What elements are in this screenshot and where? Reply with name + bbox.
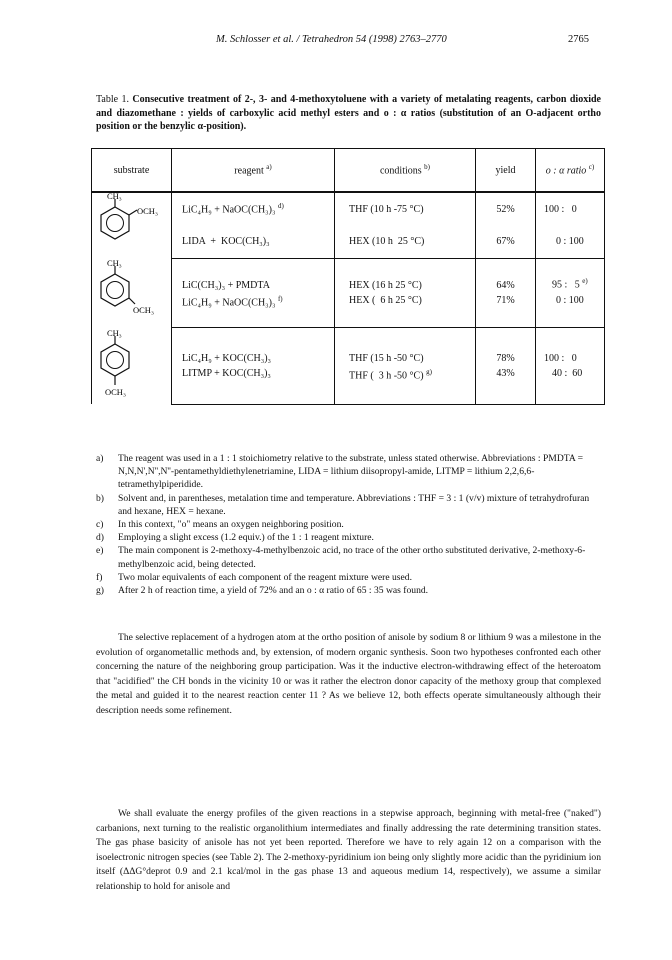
reagent-cell: LiC₄H₉ + NaOC(CH₃)₃ $^{f)}$ — [172, 291, 335, 328]
conditions-cell: HEX ( 6 h 25 °C) — [335, 291, 476, 328]
och3-label: OCH₃ — [132, 305, 154, 315]
footnote-a: a) The reagent was used in a 1 : 1 stoichiometry relative to the substrate, unless stated otherwise. Abbreviations : PMDTA = N,N,N',N'',N''-pentamethyldiethylenetriamine, LIDA = lithium diisopropyl-amide, LITMP = lithium 2,2,6,6-tetramethylpiperidide. — [96, 453, 584, 491]
ratio-cell: 0 : 100 — [536, 291, 605, 328]
header-ratio-mark: c) — [588, 163, 595, 172]
header-reagent: reagent $^{a)}$ — [172, 149, 335, 193]
table-footnotes — [96, 452, 601, 597]
yield-cell: 67% — [476, 225, 536, 258]
ratio-cell: 100 : 0 — [536, 327, 605, 364]
och3-label: OCH₃ — [136, 206, 158, 216]
ratio-cell: 100 : 0 — [536, 192, 605, 225]
header-substrate: substrate — [92, 149, 172, 193]
molecule-2-methoxytoluene-icon — [93, 193, 171, 255]
ch3-label: CH₃ — [106, 193, 122, 201]
footnote-b: b) Solvent and, in parentheses, metalation time and temperature. Abbreviations : THF = 3 : 1 (v/v) mixture of tetrahydrofuran and hexane, HEX = hexane. — [96, 492, 590, 517]
table-row — [92, 258, 605, 291]
reagent-cell: LiC₄H₉ + KOC(CH₃)₃ — [172, 327, 335, 364]
substrate-2-methoxytoluene — [92, 192, 172, 258]
table-caption-text: Consecutive treatment of 2-, 3- and 4-methoxytoluene with a variety of metalating reagents, carbon dioxide and diazomethane : yields of carboxylic acid methyl esters and o : α ratios (substitution of an O-adjacent ortho position or the benzylic α-position). — [96, 94, 601, 132]
table-row — [92, 192, 605, 225]
footnote-e: e) The main component is 2-methoxy-4-methylbenzoic acid, no trace of the other ortho substituted derivative, 2-methoxy-6-methylbenzoic acid, being detected. — [96, 545, 586, 570]
substrate-4-methoxytoluene — [92, 327, 172, 404]
header-reagent-mark: a) — [266, 163, 272, 172]
reagent-cell: LIDA + KOC(CH₃)₃ — [172, 225, 335, 258]
yield-cell: 71% — [476, 291, 536, 328]
ch3-label: CH₃ — [106, 258, 122, 268]
molecule-4-methoxytoluene-icon — [93, 327, 171, 401]
reagent-cell: LiC₄H₉ + NaOC(CH₃)₃ $^{d)}$ — [172, 192, 335, 225]
conditions-cell: THF (10 h -75 °C) — [335, 192, 476, 225]
conditions-cell: HEX (16 h 25 °C) — [335, 258, 476, 291]
conditions-cell: THF (15 h -50 °C) — [335, 327, 476, 364]
ratio-cell: 40 : 60 — [536, 364, 605, 405]
och3-label: OCH₃ — [104, 387, 126, 397]
ch3-label: CH₃ — [106, 328, 122, 338]
header-ratio: o : α ratio $^{c)}$ — [536, 149, 605, 193]
conditions-cell: THF ( 3 h -50 °C) $^{g)}$ — [335, 364, 476, 405]
table-row — [92, 327, 605, 364]
table-caption — [96, 93, 601, 134]
molecule-3-methoxytoluene-icon — [93, 258, 171, 324]
body-paragraph-1: The selective replacement of a hydrogen atom at the ortho position of anisole by sodium 8 or lithium 9 was a milestone in the evolution of organometallic methods and, by extension, of modern organic synthesis. Soon two hypotheses confronted each other concerning the nature of the neighboring group participation. Was it the inductive electron-withdrawing effect of the heteroatom that "acidified" the CH bonds in the vicinity 10 or was it rather the electron donor capacity of the methoxy group that complexed the metal and guided it to the nearest reaction center 11 ? As we believe 12, both effects operate simultaneously although their description needs some refinement. — [96, 632, 601, 716]
table-caption-label: Table 1. — [96, 94, 129, 105]
page-number: 2765 — [568, 34, 589, 45]
yield-cell: 78% — [476, 327, 536, 364]
header-conditions: conditions $^{b)}$ — [335, 149, 476, 193]
reagent-cell: LITMP + KOC(CH₃)₃ — [172, 364, 335, 405]
footnote-c: c) In this context, "o" means an oxygen neighboring position. — [96, 519, 344, 531]
yield-cell: 52% — [476, 192, 536, 225]
ratio-cell: 0 : 100 — [536, 225, 605, 258]
body-paragraph-2: We shall evaluate the energy profiles of the given reactions in a stepwise approach, beginning with metal-free ("naked") carbanions, next turning to the realistic organolithium intermediates and finally addressing the rate determining transition states. The gas phase basicity of anisole has not yet been reported. Therefore we have to rely again 12 on a comparison with the isoelectronic nitrogen species (see Table 2). The 2-methoxy-pyridinium ion being only slightly more acidic than the pyridinium ion itself (ΔΔG°deprot 0.9 and 2.1 kcal/mol in the gas phase 13 and aqueous medium 14, respectively), we assume a similar relationship to hold for anisole and — [96, 808, 601, 892]
conditions-cell: HEX (10 h 25 °C) — [335, 225, 476, 258]
footnote-f: f) Two molar equivalents of each component of the reagent mixture were used. — [96, 571, 412, 583]
journal-reference: M. Schlosser et al. / Tetrahedron 54 (1998) 2763–2770 — [216, 34, 447, 45]
results-table — [91, 148, 605, 405]
footnote-d: d) Employing a slight excess (1.2 equiv.) of the 1 : 1 reagent mixture. — [96, 532, 374, 544]
table-header-row — [92, 149, 605, 193]
yield-cell: 43% — [476, 364, 536, 405]
header-conditions-mark: b) — [424, 163, 430, 172]
yield-cell: 64% — [476, 258, 536, 291]
ratio-cell: 95 : 5 $^{e)}$ — [536, 258, 605, 291]
header-yield: yield — [476, 149, 536, 193]
footnote-g: g) After 2 h of reaction time, a yield of 72% and an o : α ratio of 65 : 35 was found. — [96, 585, 429, 597]
reagent-cell: LiC(CH₃)₃ + PMDTA — [172, 258, 335, 291]
substrate-3-methoxytoluene — [92, 258, 172, 327]
